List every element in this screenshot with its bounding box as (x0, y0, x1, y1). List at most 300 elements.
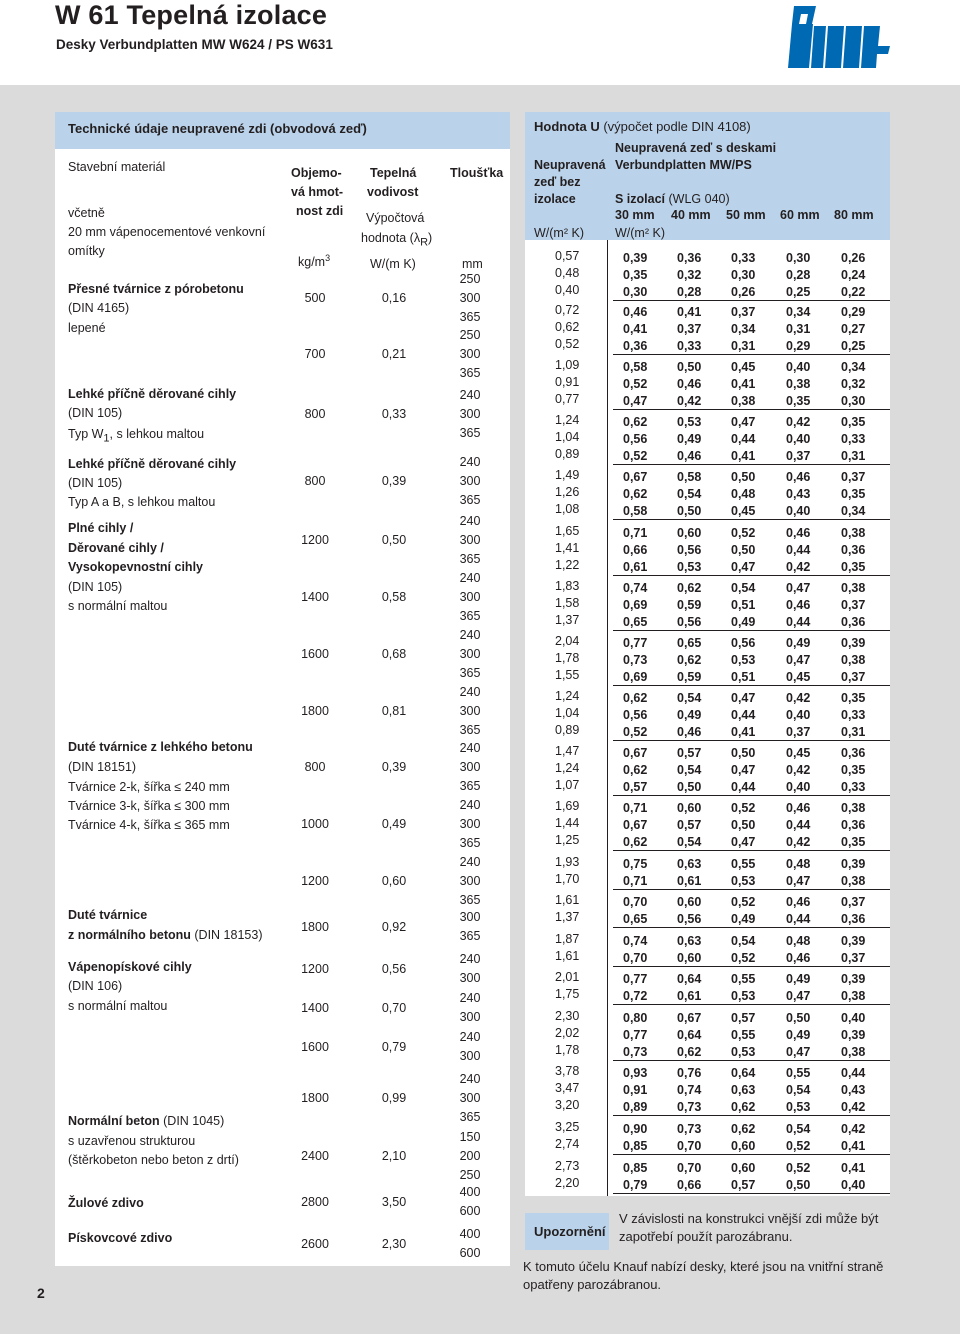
thickness-value: 240 (459, 1072, 481, 1086)
u-insulated-value: 0,24 (841, 268, 866, 282)
material-name: Vysokopevnostní cihly (68, 560, 203, 574)
u-uninsulated-value: 1,08 (555, 502, 580, 516)
u-insulated-value: 0,50 (731, 470, 756, 484)
u-insulated-value: 0,55 (786, 1066, 811, 1080)
u-insulated-value: 0,47 (623, 394, 648, 408)
thickness-value: 300 (459, 1049, 481, 1063)
u-uninsulated-value: 1,07 (555, 778, 580, 792)
thickness-80: 80 mm (834, 208, 874, 222)
u-uninsulated-value: 1,87 (555, 932, 580, 946)
u-insulated-value: 0,35 (841, 763, 866, 777)
u-insulated-value: 0,44 (786, 912, 811, 926)
u-insulated-value: 0,62 (623, 835, 648, 849)
row-underline (613, 850, 890, 851)
density-value: 1200 (301, 533, 329, 547)
thickness-value: 300 (459, 874, 481, 888)
u-insulated-value: 0,65 (623, 615, 648, 629)
u-insulated-value: 0,22 (841, 285, 866, 299)
column-divider (607, 240, 608, 1196)
thickness-value: 240 (459, 514, 481, 528)
thickness-value: 365 (459, 366, 481, 380)
material-name: Duté tvárnice z lehkého betonu (68, 740, 253, 754)
row-underline (613, 575, 890, 576)
u-insulated-value: 0,32 (841, 377, 866, 391)
u-insulated-value: 0,62 (623, 691, 648, 705)
u-insulated-value: 0,57 (731, 1178, 756, 1192)
u-insulated-value: 0,50 (786, 1011, 811, 1025)
u-insulated-value: 0,77 (623, 972, 648, 986)
u-insulated-value: 0,39 (841, 1028, 866, 1042)
u-insulated-value: 0,61 (677, 989, 702, 1003)
u-insulated-value: 0,31 (841, 449, 866, 463)
u-insulated-value: 0,66 (623, 543, 648, 557)
density-value: 800 (304, 407, 326, 421)
u-insulated-value: 0,42 (786, 763, 811, 777)
u-uninsulated-value: 1,41 (555, 541, 580, 555)
u-insulated-value: 0,43 (841, 1083, 866, 1097)
u-insulated-value: 0,62 (731, 1122, 756, 1136)
u-insulated-value: 0,30 (731, 268, 756, 282)
col-uninsulated-label: zeď bez (534, 175, 581, 189)
col-uninsulated-label: izolace (534, 192, 576, 206)
u-insulated-value: 0,35 (841, 560, 866, 574)
material-line: Typ $W_1$, s lehkou maltou (68, 427, 205, 445)
u-insulated-value: 0,76 (677, 1066, 702, 1080)
u-insulated-value: 0,36 (623, 339, 648, 353)
u-insulated-value: 0,38 (841, 581, 866, 595)
u-insulated-value: 0,26 (841, 251, 866, 265)
u-insulated-value: 0,29 (786, 339, 811, 353)
u-insulated-value: 0,31 (731, 339, 756, 353)
u-insulated-value: 0,56 (677, 615, 702, 629)
u-uninsulated-value: 3,25 (555, 1120, 580, 1134)
u-insulated-value: 0,30 (623, 285, 648, 299)
thickness-value: 240 (459, 388, 481, 402)
u-insulated-value: 0,27 (841, 322, 866, 336)
u-insulated-value: 0,46 (786, 470, 811, 484)
u-insulated-value: 0,54 (731, 934, 756, 948)
density-value: 500 (304, 291, 326, 305)
material-line: (DIN 18151) (68, 760, 137, 774)
u-insulated-value: 0,40 (786, 360, 811, 374)
material-line: (DIN 106) (68, 979, 123, 993)
u-uninsulated-value: 0,72 (555, 303, 580, 317)
u-insulated-value: 0,67 (623, 746, 648, 760)
lambda-value: 0,81 (381, 704, 407, 718)
u-insulated-value: 0,77 (623, 636, 648, 650)
u-insulated-value: 0,71 (623, 526, 648, 540)
u-insulated-value: 0,52 (623, 377, 648, 391)
u-insulated-value: 0,57 (677, 818, 702, 832)
lambda-value: 0,39 (381, 760, 407, 774)
u-insulated-value: 0,71 (623, 874, 648, 888)
thickness-value: 240 (459, 628, 481, 642)
material-line: Tvárnice 2-k, šířka ≤ 240 mm (68, 780, 230, 794)
u-uninsulated-value: 2,20 (555, 1176, 580, 1190)
knauf-logo (786, 4, 896, 70)
u-insulated-value: 0,30 (786, 251, 811, 265)
density-value: 1200 (301, 961, 329, 976)
row-underline (613, 685, 890, 686)
u-insulated-value: 0,48 (731, 487, 756, 501)
thickness-value: 250 (459, 1168, 481, 1182)
u-insulated-value: 0,58 (623, 360, 648, 374)
u-insulated-value: 0,45 (786, 670, 811, 684)
material-name: Děrované cihly / (68, 541, 164, 555)
row-underline (613, 927, 890, 928)
u-insulated-value: 0,47 (786, 581, 811, 595)
u-insulated-value: 0,59 (677, 670, 702, 684)
u-insulated-value: 0,41 (623, 322, 648, 336)
u-uninsulated-value: 1,75 (555, 987, 580, 1001)
u-uninsulated-value: 1,24 (555, 761, 580, 775)
u-uninsulated-value: 1,69 (555, 799, 580, 813)
thickness-value: 300 (459, 533, 481, 547)
u-insulated-value: 0,38 (841, 874, 866, 888)
thickness-60: 60 mm (780, 208, 820, 222)
u-insulated-value: 0,50 (731, 818, 756, 832)
u-insulated-value: 0,54 (677, 835, 702, 849)
thickness-value: 300 (459, 1091, 481, 1105)
u-insulated-value: 0,46 (786, 895, 811, 909)
u-insulated-value: 0,38 (841, 989, 866, 1003)
thickness-value: 365 (459, 666, 481, 680)
material-line: lepené (68, 321, 106, 335)
u-insulated-value: 0,93 (623, 1066, 648, 1080)
lambda-value: 2,30 (381, 1236, 407, 1251)
u-insulated-value: 0,73 (623, 1045, 648, 1059)
material-name: Duté tvárnice (68, 908, 148, 922)
u-insulated-value: 0,69 (623, 670, 648, 684)
u-insulated-value: 0,43 (786, 487, 811, 501)
col-density-label: Objemo- (291, 166, 342, 180)
u-insulated-value: 0,54 (677, 487, 702, 501)
u-insulated-value: 0,34 (731, 322, 756, 336)
u-uninsulated-value: 1,24 (555, 413, 580, 427)
thickness-value: 240 (459, 455, 481, 469)
u-insulated-value: 0,58 (677, 470, 702, 484)
u-insulated-value: 0,62 (677, 581, 702, 595)
u-insulated-value: 0,33 (841, 708, 866, 722)
u-insulated-value: 0,29 (841, 305, 866, 319)
u-insulated-value: 0,89 (623, 1100, 648, 1114)
u-insulated-value: 0,53 (677, 415, 702, 429)
u-insulated-value: 0,37 (786, 725, 811, 739)
u-insulated-value: 0,42 (841, 1122, 866, 1136)
thickness-value: 365 (459, 493, 481, 507)
u-insulated-value: 0,40 (786, 504, 811, 518)
u-insulated-value: 0,44 (786, 615, 811, 629)
u-insulated-value: 0,47 (731, 835, 756, 849)
u-insulated-value: 0,49 (786, 1028, 811, 1042)
u-insulated-value: 0,37 (841, 895, 866, 909)
thickness-value: 300 (459, 474, 481, 488)
material-name: Přesné tvárnice z pórobetonu (68, 282, 244, 296)
thickness-value: 300 (459, 590, 481, 604)
u-insulated-value: 0,60 (677, 526, 702, 540)
u-insulated-value: 0,25 (786, 285, 811, 299)
lambda-value: 0,16 (381, 291, 407, 305)
u-insulated-value: 0,32 (677, 268, 702, 282)
u-insulated-value: 0,35 (841, 415, 866, 429)
u-insulated-value: 0,46 (623, 305, 648, 319)
density-value: 1400 (301, 590, 329, 604)
thickness-value: 365 (459, 929, 481, 943)
u-insulated-value: 0,33 (731, 251, 756, 265)
u-insulated-value: 0,31 (786, 322, 811, 336)
row-underline (613, 1193, 890, 1194)
lambda-value: 0,68 (381, 647, 407, 661)
row-underline (613, 1004, 890, 1005)
row-underline (613, 795, 890, 796)
thickness-value: 240 (459, 741, 481, 755)
u-uninsulated-value: 1,61 (555, 949, 580, 963)
u-uninsulated-value: 1,25 (555, 833, 580, 847)
u-insulated-value: 0,53 (731, 989, 756, 1003)
u-insulated-value: 0,46 (677, 725, 702, 739)
u-insulated-value: 0,37 (677, 322, 702, 336)
insulation-label: S izolací (WLG 040) (615, 192, 730, 206)
thickness-value: 240 (459, 571, 481, 585)
thickness-value: 300 (459, 647, 481, 661)
u-insulated-value: 0,36 (841, 912, 866, 926)
u-insulated-value: 0,60 (731, 1139, 756, 1153)
u-insulated-value: 0,40 (841, 1011, 866, 1025)
u-insulated-value: 0,63 (677, 934, 702, 948)
lambda-value: 0,79 (381, 1039, 407, 1054)
u-insulated-value: 0,69 (623, 598, 648, 612)
thickness-value: 200 (459, 1149, 481, 1163)
u-insulated-value: 0,42 (786, 835, 811, 849)
lambda-value: 0,70 (381, 1000, 407, 1015)
thickness-value: 365 (459, 609, 481, 623)
u-insulated-value: 0,49 (786, 636, 811, 650)
u-insulated-value: 0,52 (786, 1139, 811, 1153)
u-uninsulated-value: 2,74 (555, 1137, 580, 1151)
u-insulated-value: 0,34 (841, 360, 866, 374)
u-insulated-value: 0,54 (786, 1122, 811, 1136)
thickness-value: 240 (459, 855, 481, 869)
u-insulated-value: 0,36 (677, 251, 702, 265)
u-insulated-value: 0,60 (677, 951, 702, 965)
u-uninsulated-value: 1,37 (555, 613, 580, 627)
u-insulated-value: 0,57 (623, 780, 648, 794)
u-insulated-value: 0,45 (731, 360, 756, 374)
density-value: 800 (304, 474, 326, 488)
thickness-value: 365 (459, 552, 481, 566)
u-insulated-value: 0,49 (786, 972, 811, 986)
page-title: W 61 Tepelná izolace (55, 0, 328, 30)
u-insulated-value: 0,60 (677, 895, 702, 909)
u-insulated-value: 0,38 (841, 526, 866, 540)
u-insulated-value: 0,70 (623, 951, 648, 965)
u-insulated-value: 0,59 (677, 598, 702, 612)
u-insulated-value: 0,44 (841, 1066, 866, 1080)
thickness-value: 600 (459, 1246, 481, 1260)
u-insulated-value: 0,54 (731, 581, 756, 595)
row-underline (613, 1115, 890, 1116)
col-insulated-label: Verbundplatten MW/PS (615, 158, 752, 172)
u-insulated-value: 0,50 (677, 504, 702, 518)
u-insulated-value: 0,48 (786, 857, 811, 871)
u-insulated-value: 0,33 (841, 432, 866, 446)
u-insulated-value: 0,38 (841, 653, 866, 667)
u-insulated-value: 0,67 (623, 470, 648, 484)
u-insulated-value: 0,56 (677, 543, 702, 557)
u-value-title: Hodnota U (výpočet podle DIN 4108) (534, 119, 751, 134)
density-value: 1600 (301, 647, 329, 661)
u-uninsulated-value: 2,04 (555, 634, 580, 648)
lambda-value: 0,21 (381, 347, 407, 361)
u-insulated-value: 0,47 (731, 691, 756, 705)
u-insulated-value: 0,30 (841, 394, 866, 408)
density-value: 1800 (301, 704, 329, 718)
u-insulated-value: 0,73 (623, 653, 648, 667)
u-uninsulated-value: 1,49 (555, 468, 580, 482)
material-line: (DIN 105) (68, 476, 123, 490)
u-uninsulated-value: 1,83 (555, 579, 580, 593)
u-insulated-value: 0,50 (731, 746, 756, 760)
u-insulated-value: 0,79 (623, 1178, 648, 1192)
thickness-40: 40 mm (671, 208, 711, 222)
u-uninsulated-value: 1,04 (555, 706, 580, 720)
lambda-value: 0,99 (381, 1091, 407, 1105)
u-uninsulated-value: 1,44 (555, 816, 580, 830)
u-uninsulated-value: 0,89 (555, 723, 580, 737)
col-density-unit: $kg/m^3$ (298, 253, 331, 270)
thickness-50: 50 mm (726, 208, 766, 222)
u-insulated-value: 0,62 (623, 763, 648, 777)
u-insulated-value: 0,85 (623, 1139, 648, 1153)
thickness-value: 240 (459, 991, 481, 1005)
u-insulated-value: 0,46 (677, 377, 702, 391)
row-underline (613, 966, 890, 967)
u-insulated-value: 0,53 (731, 1045, 756, 1059)
u-insulated-value: 0,42 (786, 560, 811, 574)
u-insulated-value: 0,44 (786, 818, 811, 832)
material-line: Tvárnice 4-k, šířka ≤ 365 mm (68, 818, 230, 832)
u-uninsulated-value: 0,40 (555, 283, 580, 297)
thickness-value: 365 (459, 779, 481, 793)
u-insulated-value: 0,56 (623, 708, 648, 722)
u-insulated-value: 0,38 (841, 1045, 866, 1059)
u-uninsulated-value: 0,62 (555, 320, 580, 334)
u-insulated-value: 0,51 (731, 598, 756, 612)
density-value: 800 (304, 760, 326, 774)
thickness-value: 240 (459, 685, 481, 699)
u-insulated-value: 0,50 (786, 1178, 811, 1192)
u-insulated-value: 0,70 (677, 1139, 702, 1153)
thickness-30: 30 mm (615, 208, 655, 222)
lambda-value: 0,33 (381, 407, 407, 421)
u-insulated-value: 0,38 (731, 394, 756, 408)
u-insulated-value: 0,41 (841, 1139, 866, 1153)
density-value: 1600 (301, 1039, 329, 1054)
row-underline (613, 409, 890, 410)
material-name: Normální beton (DIN 1045) (68, 1114, 225, 1128)
u-insulated-value: 0,31 (841, 725, 866, 739)
u-insulated-value: 0,50 (677, 360, 702, 374)
wall-data-title: Technické údaje neupravené zdi (obvodová zeď) (68, 121, 367, 136)
thickness-value: 300 (459, 971, 481, 985)
warning-text: V závislosti na konstrukci vnější zdi může být zapotřebí použít parozábranu. (619, 1211, 879, 1244)
col-insulated-label: Neupravená zeď s deskami (615, 141, 777, 155)
col-material-label: Stavební materiál (68, 160, 166, 174)
u-uninsulated-value: 1,78 (555, 651, 580, 665)
lambda-value: 3,50 (381, 1194, 407, 1209)
density-value: 2800 (301, 1194, 329, 1209)
u-insulated-value: 0,42 (786, 691, 811, 705)
row-underline (613, 300, 890, 301)
u-insulated-value: 0,55 (731, 972, 756, 986)
u-insulated-value: 0,47 (731, 560, 756, 574)
u-insulated-value: 0,39 (623, 251, 648, 265)
row-underline (613, 1154, 890, 1155)
u-insulated-value: 0,56 (731, 636, 756, 650)
material-line: Tvárnice 3-k, šířka ≤ 300 mm (68, 799, 230, 813)
u-insulated-value: 0,41 (677, 305, 702, 319)
u-insulated-value: 0,49 (731, 615, 756, 629)
u-insulated-value: 0,62 (677, 1045, 702, 1059)
thickness-value: 150 (459, 1130, 481, 1144)
lambda-value: 0,39 (381, 474, 407, 488)
u-insulated-value: 0,70 (623, 895, 648, 909)
u-insulated-value: 0,64 (731, 1066, 756, 1080)
thickness-value: 250 (459, 328, 481, 342)
material-line: (DIN 4165) (68, 301, 130, 315)
u-insulated-value: 0,44 (731, 708, 756, 722)
u-insulated-value: 0,41 (731, 449, 756, 463)
u-insulated-value: 0,38 (841, 801, 866, 815)
row-underline (613, 1060, 890, 1061)
material-line: s normální maltou (68, 599, 168, 613)
u-insulated-value: 0,35 (786, 394, 811, 408)
u-insulated-value: 0,33 (677, 339, 702, 353)
u-insulated-value: 0,52 (731, 801, 756, 815)
u-uninsulated-value: 1,93 (555, 855, 580, 869)
u-insulated-value: 0,63 (677, 857, 702, 871)
u-insulated-value: 0,53 (731, 653, 756, 667)
u-insulated-value: 0,28 (677, 285, 702, 299)
density-value: 2600 (301, 1236, 329, 1251)
u-uninsulated-value: 2,02 (555, 1026, 580, 1040)
page-subtitle: Desky Verbundplatten MW W624 / PS W631 (56, 37, 333, 52)
u-value-panel (525, 112, 890, 1196)
thickness-value: 365 (459, 723, 481, 737)
thickness-value: 240 (459, 798, 481, 812)
u-insulated-value: 0,64 (677, 1028, 702, 1042)
u-uninsulated-value: 1,09 (555, 358, 580, 372)
u-uninsulated-value: 1,04 (555, 430, 580, 444)
u-insulated-value: 0,52 (623, 449, 648, 463)
thickness-value: 300 (459, 817, 481, 831)
u-uninsulated-value: 1,22 (555, 558, 580, 572)
u-uninsulated-value: 3,47 (555, 1081, 580, 1095)
col-conduct-label: Tepelná (370, 166, 417, 180)
material-line: (DIN 105) (68, 580, 123, 594)
row-underline (613, 519, 890, 520)
u-insulated-value: 0,62 (731, 1100, 756, 1114)
u-uninsulated-value: 1,24 (555, 689, 580, 703)
thickness-value: 365 (459, 1110, 481, 1124)
u-insulated-value: 0,70 (677, 1161, 702, 1175)
thickness-value: 300 (459, 291, 481, 305)
material-name: Plné cihly / (68, 521, 134, 535)
u-uninsulated-value: 3,20 (555, 1098, 580, 1112)
u-insulated-value: 0,39 (841, 857, 866, 871)
u-insulated-value: 0,39 (841, 934, 866, 948)
u-insulated-value: 0,46 (786, 951, 811, 965)
